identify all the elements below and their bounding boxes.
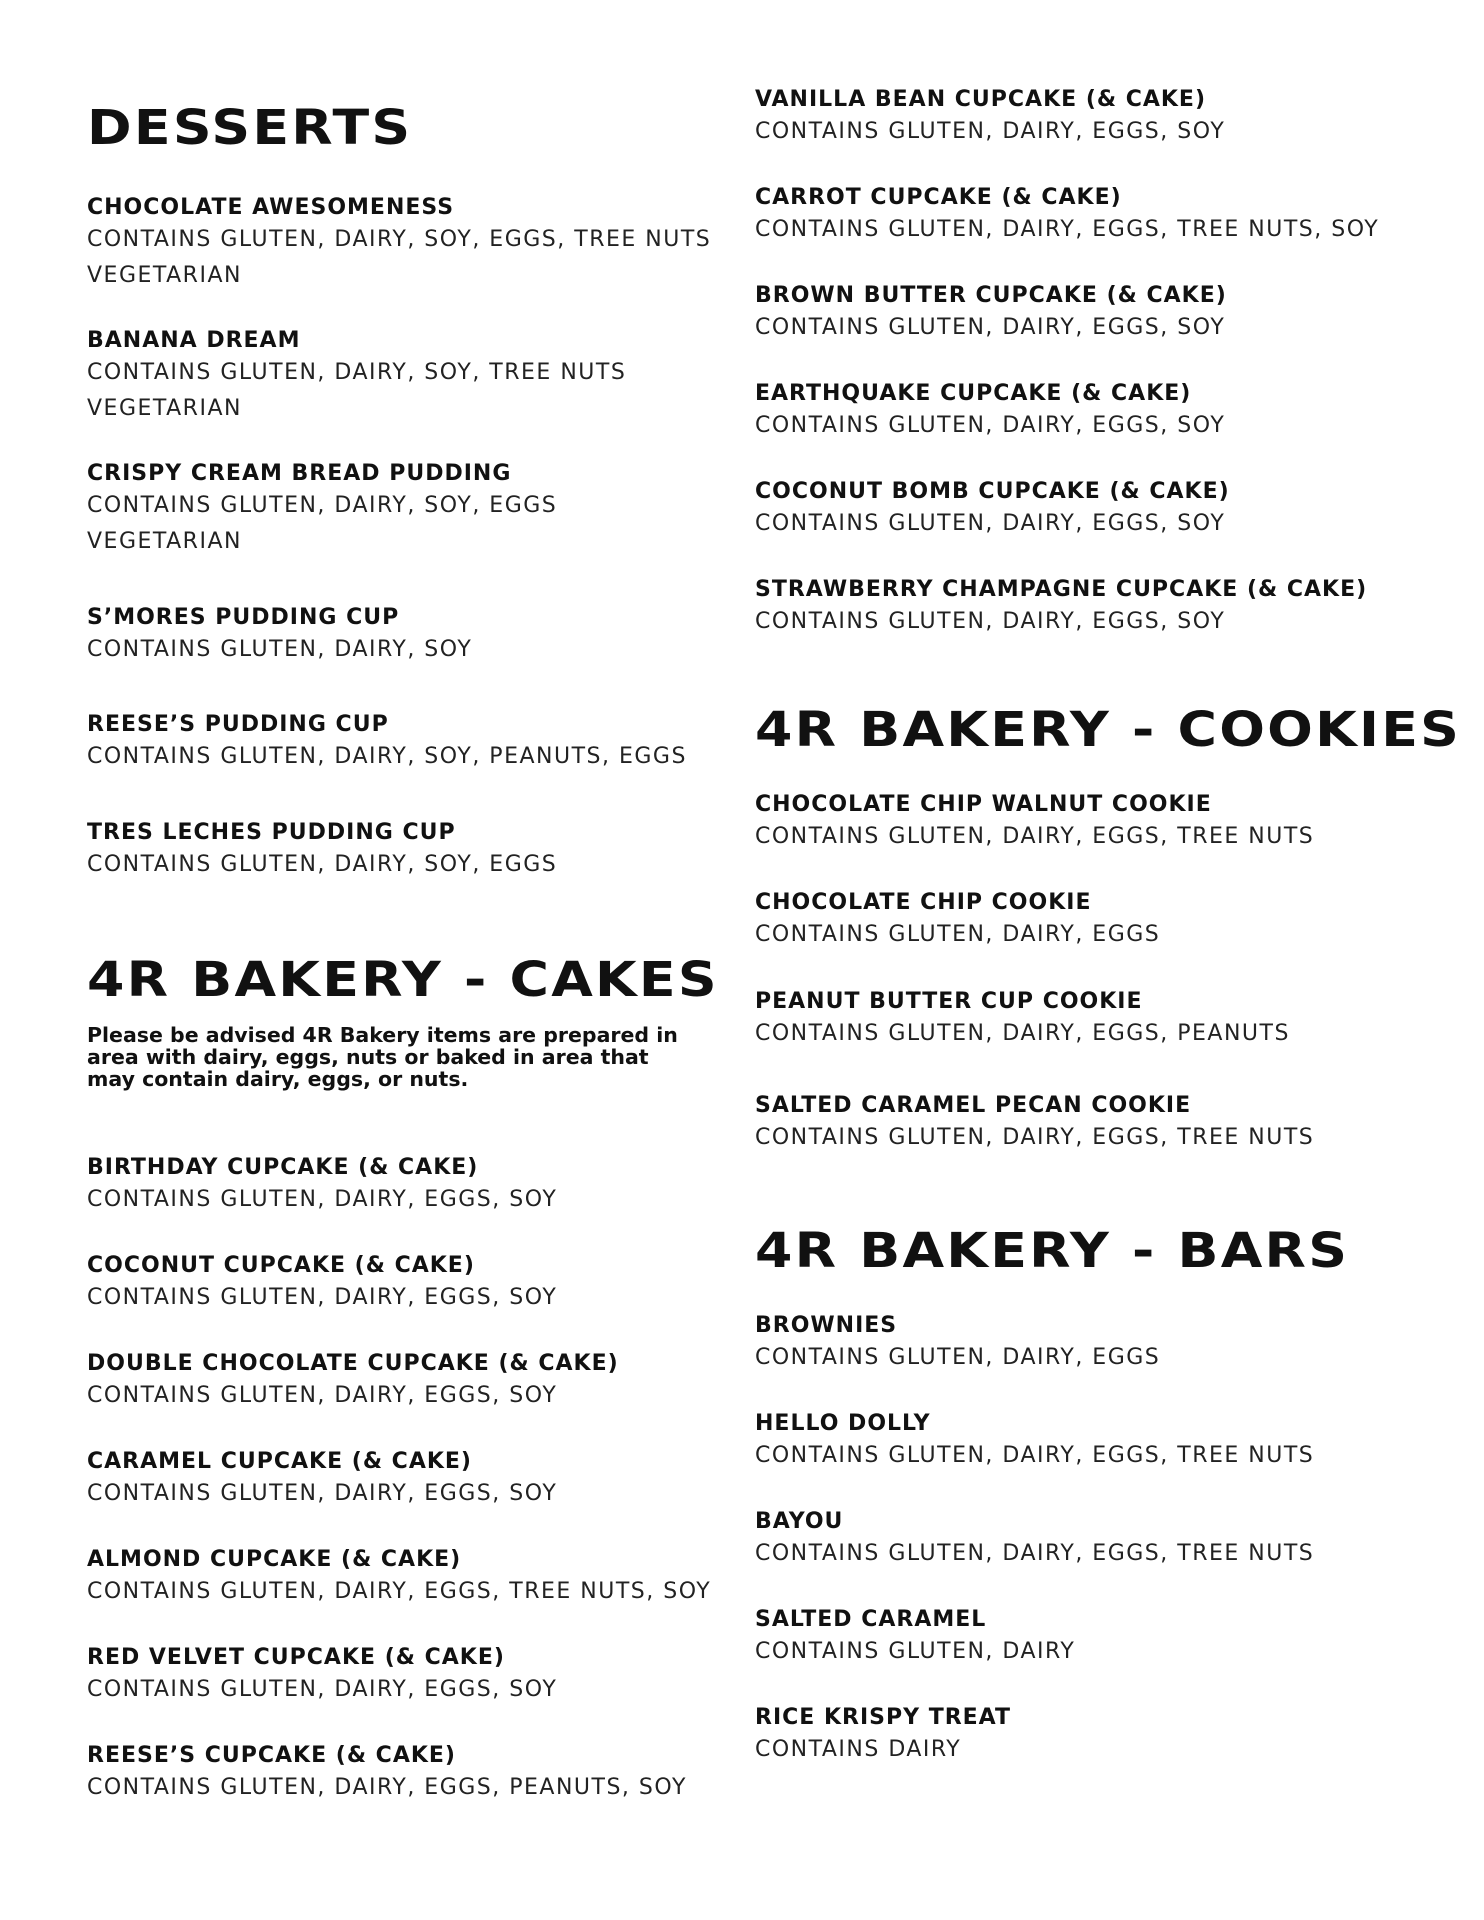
menu-item [87, 1546, 711, 1610]
item-allergens: CONTAINS GLUTEN, DAIRY, EGGS, TREE NUTS [755, 1125, 1315, 1150]
item-allergens: CONTAINS GLUTEN, DAIRY, EGGS, SOY [755, 119, 1226, 144]
item-name: COCONUT CUPCAKE (& CAKE) [87, 1253, 475, 1278]
menu-item [755, 1410, 1314, 1474]
item-name: SALTED CARAMEL PECAN COOKIE [755, 1093, 1192, 1118]
item-allergens: CONTAINS GLUTEN, DAIRY [755, 1639, 1076, 1664]
menu-item [755, 988, 1290, 1052]
item-allergens: CONTAINS GLUTEN, DAIRY, SOY, TREE NUTS [87, 360, 627, 385]
item-name: CARAMEL CUPCAKE (& CAKE) [87, 1449, 472, 1474]
item-allergens: CONTAINS GLUTEN, DAIRY, EGGS, PEANUTS [755, 1021, 1290, 1046]
item-diet: VEGETARIAN [87, 529, 242, 554]
item-allergens: CONTAINS GLUTEN, DAIRY, EGGS, TREE NUTS [755, 824, 1315, 849]
menu-item [87, 1742, 687, 1806]
menu-item [87, 711, 687, 775]
menu-item [755, 576, 1367, 640]
item-name: RED VELVET CUPCAKE (& CAKE) [87, 1645, 505, 1670]
item-allergens: CONTAINS GLUTEN, DAIRY, EGGS, SOY [87, 1383, 558, 1408]
cookies-heading: 4R BAKERY - COOKIES [755, 702, 1462, 758]
item-allergens: CONTAINS GLUTEN, DAIRY, EGGS, SOY [87, 1677, 558, 1702]
item-name: HELLO DOLLY [755, 1411, 931, 1436]
menu-item [755, 478, 1230, 542]
menu-item [87, 1350, 619, 1414]
item-allergens: CONTAINS GLUTEN, DAIRY, EGGS, SOY [87, 1187, 558, 1212]
item-allergens: CONTAINS GLUTEN, DAIRY, EGGS [755, 922, 1161, 947]
item-allergens: CONTAINS GLUTEN, DAIRY, EGGS, SOY [87, 1285, 558, 1310]
item-diet: VEGETARIAN [87, 263, 242, 288]
item-allergens: CONTAINS GLUTEN, DAIRY, SOY [87, 637, 473, 662]
item-name: BANANA DREAM [87, 328, 301, 353]
item-name: REESE’S PUDDING CUP [87, 712, 389, 737]
menu-item [87, 1252, 557, 1316]
menu-item [87, 819, 557, 883]
item-name: BIRTHDAY CUPCAKE (& CAKE) [87, 1155, 479, 1180]
menu-item [87, 1644, 557, 1708]
item-allergens: CONTAINS GLUTEN, DAIRY, EGGS, SOY [755, 315, 1226, 340]
menu-item [755, 791, 1314, 855]
bars-heading: 4R BAKERY - BARS [755, 1223, 1350, 1279]
item-name: STRAWBERRY CHAMPAGNE CUPCAKE (& CAKE) [755, 577, 1368, 602]
allergen-notice: Please be advised 4R Bakery items are prepared in area with dairy, eggs, nuts or baked in area that may contain dairy, eggs, or nuts. [87, 1023, 678, 1091]
item-allergens: CONTAINS GLUTEN, DAIRY, EGGS, TREE NUTS, SOY [87, 1579, 712, 1604]
item-allergens: CONTAINS GLUTEN, DAIRY, EGGS, TREE NUTS [755, 1541, 1315, 1566]
item-allergens: CONTAINS GLUTEN, DAIRY, EGGS, SOY [755, 511, 1226, 536]
item-name: PEANUT BUTTER CUP COOKIE [755, 989, 1143, 1014]
menu-item [755, 889, 1160, 953]
item-name: CARROT CUPCAKE (& CAKE) [755, 185, 1122, 210]
menu-item [755, 1092, 1314, 1156]
item-name: COCONUT BOMB CUPCAKE (& CAKE) [755, 479, 1230, 504]
menu-item [755, 380, 1225, 444]
item-name: S’MORES PUDDING CUP [87, 605, 400, 630]
item-name: CRISPY CREAM BREAD PUDDING [87, 461, 512, 486]
menu-item [755, 86, 1225, 150]
menu-item [87, 1448, 557, 1512]
menu-item [755, 1312, 1160, 1376]
menu-item [755, 1508, 1314, 1572]
item-name: BAYOU [755, 1509, 844, 1534]
item-allergens: CONTAINS GLUTEN, DAIRY, SOY, EGGS, TREE NUTS [87, 227, 712, 252]
item-name: ALMOND CUPCAKE (& CAKE) [87, 1547, 462, 1572]
item-allergens: CONTAINS DAIRY [755, 1737, 962, 1762]
desserts-heading: DESSERTS [87, 100, 413, 156]
menu-item [87, 1154, 557, 1218]
menu-item [755, 1606, 1075, 1670]
item-allergens: CONTAINS GLUTEN, DAIRY, EGGS, TREE NUTS, SOY [755, 217, 1380, 242]
item-name: CHOCOLATE AWESOMENESS [87, 195, 455, 220]
item-name: EARTHQUAKE CUPCAKE (& CAKE) [755, 381, 1192, 406]
item-name: TRES LECHES PUDDING CUP [87, 820, 456, 845]
item-name: DOUBLE CHOCOLATE CUPCAKE (& CAKE) [87, 1351, 619, 1376]
item-name: CHOCOLATE CHIP COOKIE [755, 890, 1092, 915]
menu-item [87, 604, 472, 668]
item-name: REESE’S CUPCAKE (& CAKE) [87, 1743, 456, 1768]
menu-item [755, 184, 1379, 248]
item-name: VANILLA BEAN CUPCAKE (& CAKE) [755, 87, 1207, 112]
item-name: BROWNIES [755, 1313, 898, 1338]
item-allergens: CONTAINS GLUTEN, DAIRY, EGGS [755, 1345, 1161, 1370]
item-allergens: CONTAINS GLUTEN, DAIRY, EGGS, SOY [755, 413, 1226, 438]
item-allergens: CONTAINS GLUTEN, DAIRY, EGGS, SOY [755, 609, 1226, 634]
menu-item [87, 327, 626, 427]
item-name: BROWN BUTTER CUPCAKE (& CAKE) [755, 283, 1227, 308]
item-allergens: CONTAINS GLUTEN, DAIRY, EGGS, TREE NUTS [755, 1443, 1315, 1468]
item-allergens: CONTAINS GLUTEN, DAIRY, SOY, EGGS [87, 493, 558, 518]
menu-item [87, 460, 557, 560]
item-diet: VEGETARIAN [87, 396, 242, 421]
item-name: SALTED CARAMEL [755, 1607, 987, 1632]
item-allergens: CONTAINS GLUTEN, DAIRY, EGGS, SOY [87, 1481, 558, 1506]
item-allergens: CONTAINS GLUTEN, DAIRY, SOY, PEANUTS, EGGS [87, 744, 687, 769]
item-allergens: CONTAINS GLUTEN, DAIRY, EGGS, PEANUTS, SOY [87, 1775, 687, 1800]
menu-item [755, 282, 1227, 346]
item-name: CHOCOLATE CHIP WALNUT COOKIE [755, 792, 1212, 817]
menu-item [87, 194, 711, 294]
menu-item [755, 1704, 1011, 1768]
cakes-heading: 4R BAKERY - CAKES [87, 952, 719, 1008]
item-allergens: CONTAINS GLUTEN, DAIRY, SOY, EGGS [87, 852, 558, 877]
item-name: RICE KRISPY TREAT [755, 1705, 1011, 1730]
